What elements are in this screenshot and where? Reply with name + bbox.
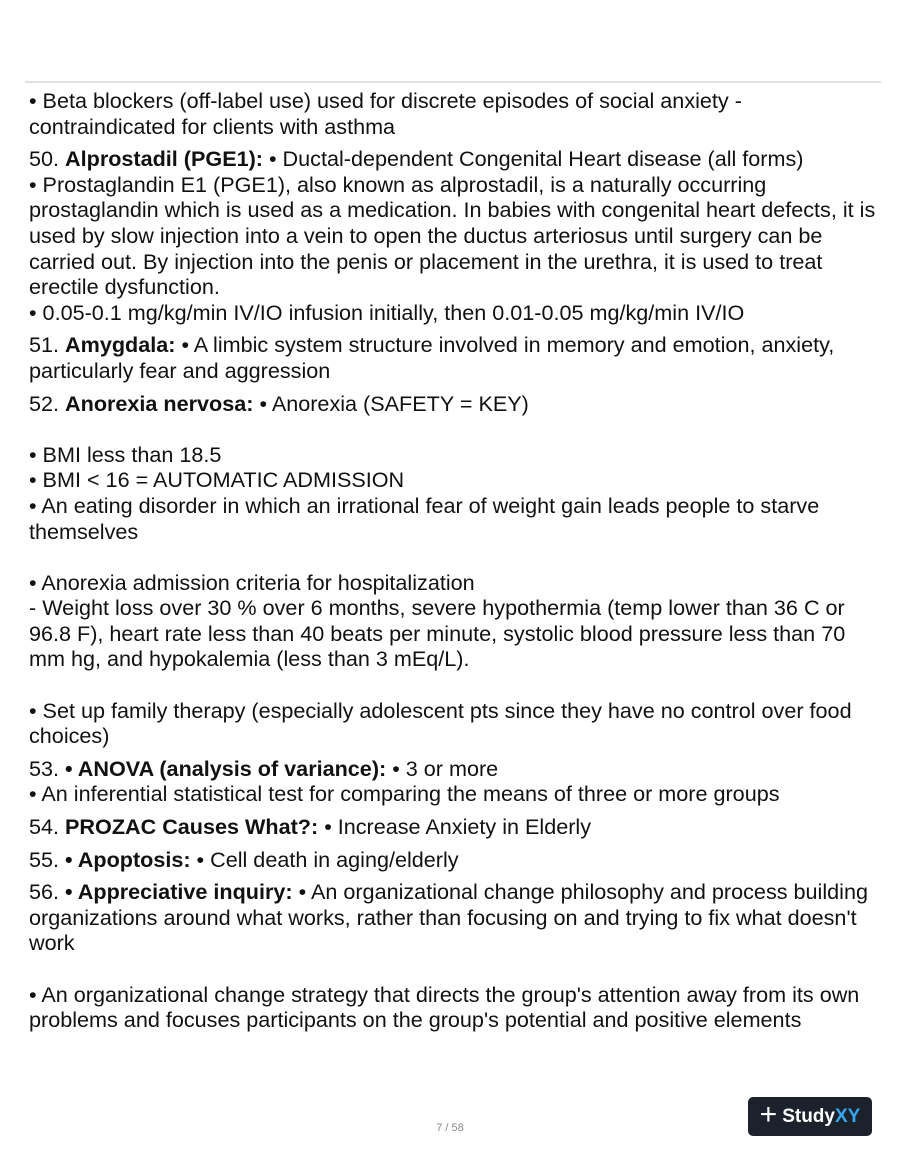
entry-head bbox=[29, 146, 877, 172]
entry-number: 55. bbox=[29, 846, 60, 872]
entry-line: • Anorexia admission criteria for hospitalization bbox=[29, 569, 475, 595]
entry-term: Anorexia nervosa: bbox=[65, 390, 254, 416]
entry-53 bbox=[29, 756, 877, 807]
entry-52 bbox=[29, 391, 877, 749]
entry-line: • An eating disorder in which an irrational fear of weight gain leads people to starve themselves bbox=[29, 492, 820, 544]
brand-name-main: Study bbox=[782, 1105, 835, 1127]
entry-definition: • A limbic system structure involved in memory and emotion, anxiety, particularly fear and aggression bbox=[29, 332, 835, 383]
entry-term: Alprostadil (PGE1): bbox=[65, 146, 263, 172]
entry-term: PROZAC Causes What?: bbox=[65, 814, 319, 840]
entry-definition: • Ductal-dependent Congenital Heart disease (all forms) bbox=[269, 146, 804, 172]
brand-name-accent: XY bbox=[834, 1105, 861, 1127]
entry-number: 50. bbox=[29, 146, 60, 172]
blank-line bbox=[29, 956, 877, 982]
studyxy-logo-badge[interactable] bbox=[748, 1097, 872, 1136]
lead-paragraph: • Beta blockers (off-label use) used for discrete episodes of social anxiety - contraindicated for clients with asthma bbox=[29, 88, 742, 139]
entry-term: Amygdala: bbox=[65, 332, 176, 358]
entry-definition: • An organizational change philosophy and process building organizations around what works, rather than focusing on and trying to fix what doesn't work bbox=[29, 879, 868, 956]
document-body bbox=[29, 88, 877, 1033]
entry-line: • BMI less than 18.5 bbox=[29, 441, 222, 467]
entry-definition: • Anorexia (SAFETY = KEY) bbox=[259, 390, 529, 416]
header-divider bbox=[25, 81, 881, 83]
entry-55 bbox=[29, 847, 877, 873]
entry-line: • BMI < 16 = AUTOMATIC ADMISSION bbox=[29, 467, 405, 493]
entry-head bbox=[29, 847, 877, 873]
entry-definition: • 3 or more bbox=[392, 755, 499, 781]
entry-50 bbox=[29, 146, 877, 325]
entry-line: • An organizational change strategy that directs the group's attention away from its own problems and focuses participants on the group's potential and positive elements bbox=[29, 981, 860, 1033]
entry-head bbox=[29, 879, 877, 956]
entry-line: • Set up family therapy (especially adolescent pts since they have no control over food choices) bbox=[29, 697, 852, 749]
entry-line: - Weight loss over 30 % over 6 months, severe hypothermia (temp lower than 36 C or 96.8 F), heart rate less than 40 beats per minute, systolic blood pressure less than 70 mm hg, and hypokalemia (less than 3 mEq/L). bbox=[29, 595, 846, 672]
entry-head bbox=[29, 391, 877, 417]
entry-56 bbox=[29, 879, 877, 1033]
entry-line: • An inferential statistical test for comparing the means of three or more groups bbox=[29, 781, 780, 807]
entry-line: • 0.05-0.1 mg/kg/min IV/IO infusion initially, then 0.01-0.05 mg/kg/min IV/IO bbox=[29, 299, 745, 325]
entry-definition: • Increase Anxiety in Elderly bbox=[324, 814, 591, 840]
plus-icon: + bbox=[759, 1098, 778, 1131]
entry-number: 52. bbox=[29, 390, 60, 416]
blank-line bbox=[29, 672, 877, 698]
entry-term: • ANOVA (analysis of variance): bbox=[65, 755, 387, 781]
blank-line bbox=[29, 416, 877, 442]
entry-head bbox=[29, 332, 877, 383]
entry-number: 54. bbox=[29, 814, 60, 840]
blank-line bbox=[29, 544, 877, 570]
entry-number: 53. bbox=[29, 755, 60, 781]
entry-number: 51. bbox=[29, 332, 60, 358]
entry-51 bbox=[29, 332, 877, 383]
entry-head bbox=[29, 756, 877, 782]
entry-term: • Apoptosis: bbox=[65, 846, 191, 872]
entry-number: 56. bbox=[29, 879, 60, 905]
entry-definition: • Cell death in aging/elderly bbox=[196, 846, 459, 872]
entry-54 bbox=[29, 814, 877, 840]
page-number: 7 / 58 bbox=[436, 1122, 464, 1134]
entry-head bbox=[29, 814, 877, 840]
entry-line: • Prostaglandin E1 (PGE1), also known as alprostadil, is a naturally occurring prostaglandin which is used as a medication. In babies with congenital heart defects, it is used by slow injection into a vein to open the ductus arteriosus until surgery can be carried out. By injection into the penis or placement in the urethra, it is used to treat erectile dysfunction. bbox=[29, 171, 876, 300]
entry-term: • Appreciative inquiry: bbox=[65, 879, 293, 905]
